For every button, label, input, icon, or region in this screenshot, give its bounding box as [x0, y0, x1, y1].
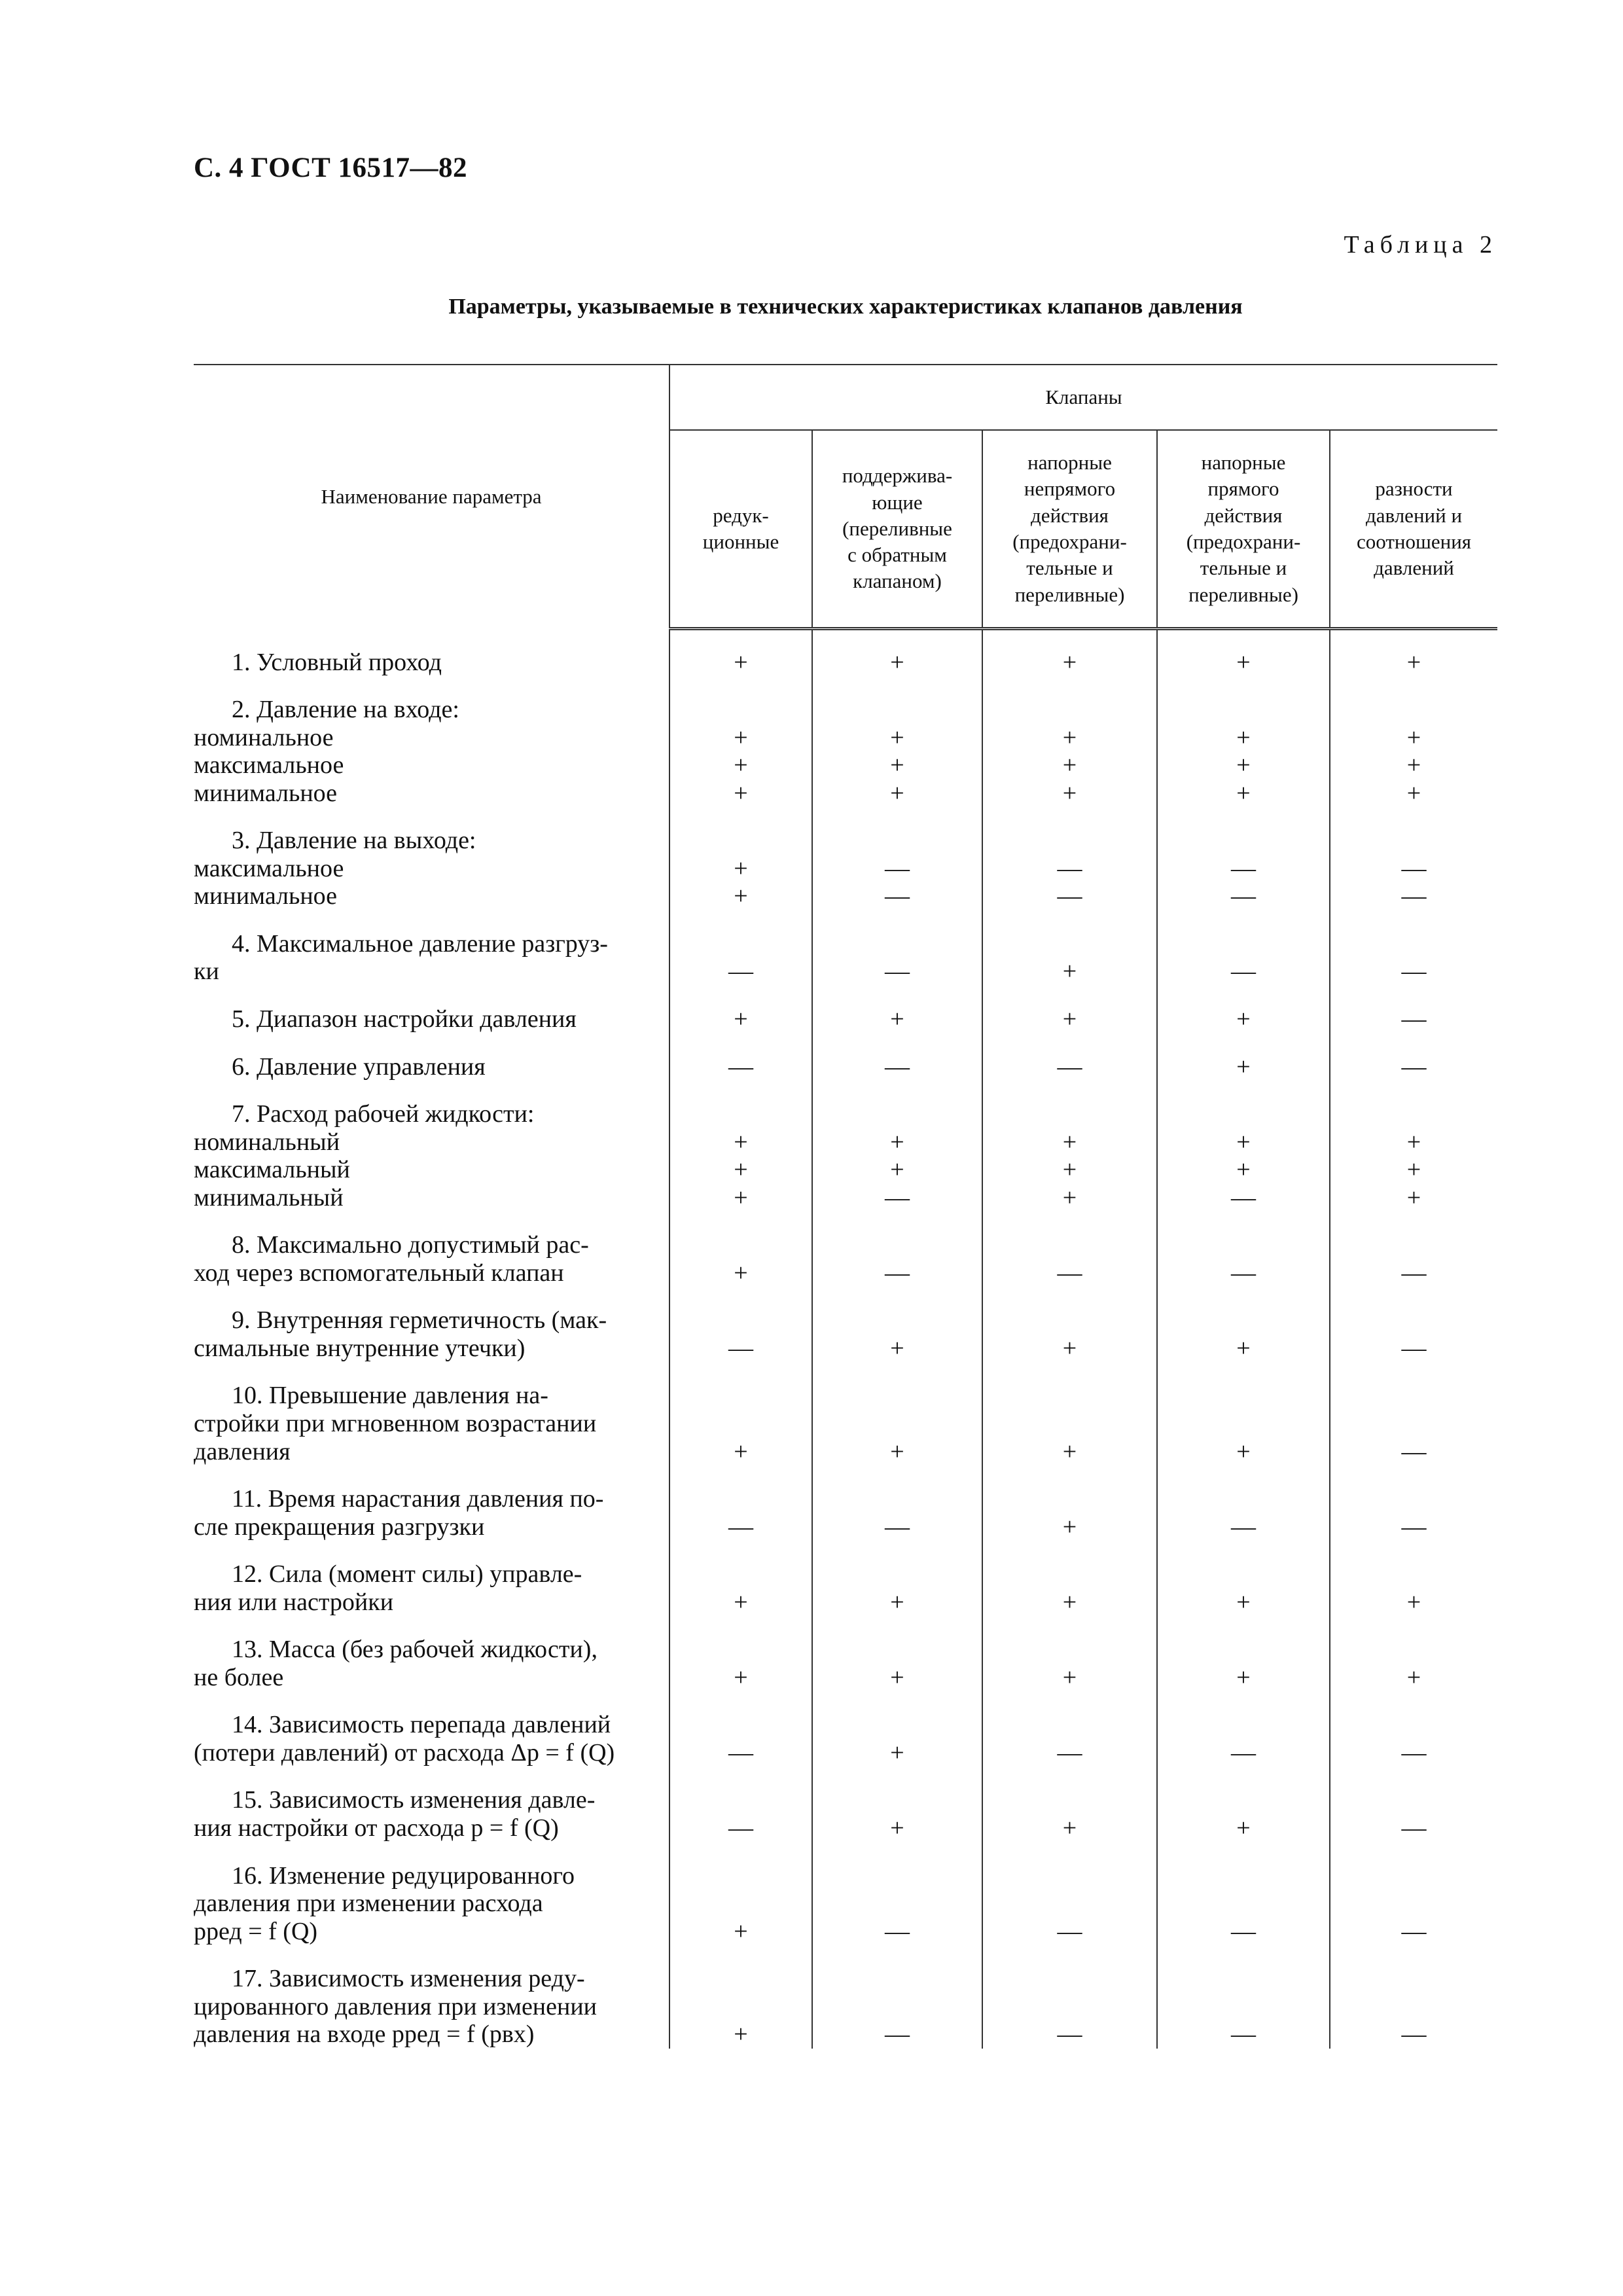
value-mark: +	[1236, 1588, 1251, 1616]
parameter-line: максимальное	[194, 751, 344, 780]
value-cell	[982, 807, 1157, 910]
value-cell	[982, 1211, 1157, 1287]
value-mark: —	[728, 958, 753, 986]
table-row	[194, 1842, 1497, 1946]
column-header-3: напорные непрямого действия (предохрани- тельные и переливные)	[982, 430, 1157, 629]
parameter-name	[194, 1081, 669, 1211]
value-mark: —	[885, 2020, 910, 2049]
parameter-line: максимальный	[194, 1156, 350, 1184]
value-mark: —	[1401, 1052, 1427, 1081]
value-mark: —	[1231, 1738, 1256, 1767]
table-row	[194, 1541, 1497, 1616]
parameter-name	[194, 1362, 669, 1465]
value-mark: —	[1231, 1513, 1256, 1541]
value-mark: +	[734, 1156, 748, 1184]
value-cell	[669, 1842, 812, 1946]
value-mark: +	[1406, 1183, 1421, 1211]
column-header-5: разности давлений и соотношения давлений	[1330, 430, 1497, 629]
value-mark: —	[885, 1183, 910, 1211]
value-mark: +	[734, 2020, 748, 2049]
value-mark: —	[728, 1513, 753, 1541]
value-mark: +	[1236, 723, 1251, 751]
value-mark: —	[1057, 2020, 1082, 2049]
value-mark: —	[1231, 1183, 1256, 1211]
value-mark: +	[734, 1183, 748, 1211]
value-cell	[1330, 1842, 1497, 1946]
parameter-name	[194, 1211, 669, 1287]
value-cell	[982, 1081, 1157, 1211]
value-mark: —	[1401, 1259, 1427, 1287]
parameter-title: 4. Максимальное давление разгруз-	[232, 929, 608, 958]
value-mark: +	[890, 1588, 904, 1616]
value-cell	[1157, 1945, 1330, 2049]
value-mark: +	[1406, 1156, 1421, 1184]
table-row	[194, 1691, 1497, 1767]
value-mark: —	[1231, 958, 1256, 986]
value-mark: +	[1236, 1814, 1251, 1842]
parameter-title: 6. Давление управления	[232, 1052, 486, 1081]
parameter-name	[194, 1616, 669, 1691]
value-cell	[669, 910, 812, 986]
value-mark: +	[890, 1437, 904, 1465]
parameter-name	[194, 807, 669, 910]
parameter-line: ния настройки от расхода p = f (Q)	[194, 1814, 559, 1842]
value-mark: +	[1406, 1663, 1421, 1691]
table-row	[194, 1362, 1497, 1465]
value-mark: —	[885, 854, 910, 882]
value-mark: +	[1062, 1513, 1077, 1541]
value-mark: +	[1406, 1588, 1421, 1616]
column-header-4: напорные прямого действия (предохрани- тельные и переливные)	[1157, 430, 1330, 629]
param-name-header: Наименование параметра	[194, 365, 669, 629]
table-row	[194, 807, 1497, 910]
parameter-name	[194, 1691, 669, 1767]
value-mark: +	[734, 1128, 748, 1156]
parameter-title: 9. Внутренняя герметичность (мак-	[232, 1306, 607, 1335]
value-cell	[669, 1767, 812, 1842]
value-cell	[1330, 1211, 1497, 1287]
value-cell	[982, 629, 1157, 677]
table-row	[194, 1616, 1497, 1691]
value-mark: +	[890, 1156, 904, 1184]
value-mark: +	[734, 854, 748, 882]
value-cell	[982, 1465, 1157, 1541]
value-mark: —	[1057, 1738, 1082, 1767]
value-cell	[669, 807, 812, 910]
value-mark: +	[890, 648, 904, 676]
value-mark: —	[885, 1513, 910, 1541]
value-mark: +	[1062, 1183, 1077, 1211]
value-cell	[982, 1287, 1157, 1362]
table-row	[194, 910, 1497, 986]
value-cell	[1330, 1691, 1497, 1767]
value-mark: +	[1062, 958, 1077, 986]
value-cell	[669, 986, 812, 1033]
value-cell	[1330, 1616, 1497, 1691]
parameter-title: 3. Давление на выходе:	[232, 827, 476, 855]
value-mark: +	[1236, 779, 1251, 807]
value-mark: +	[1236, 1128, 1251, 1156]
value-mark: —	[1231, 2020, 1256, 2049]
parameter-line: максимальное	[194, 854, 344, 882]
value-cell	[1157, 1081, 1330, 1211]
parameter-title: 5. Диапазон настройки давления	[232, 1005, 577, 1033]
value-cell	[812, 1287, 982, 1362]
table-label: Таблица 2	[1344, 231, 1497, 259]
value-cell	[669, 1465, 812, 1541]
value-cell	[1330, 676, 1497, 807]
parameter-name	[194, 1033, 669, 1081]
table-row	[194, 1767, 1497, 1842]
value-cell	[982, 1033, 1157, 1081]
value-mark: +	[1236, 1334, 1251, 1362]
table-row	[194, 1081, 1497, 1211]
value-mark: +	[1236, 1437, 1251, 1465]
value-cell	[669, 1081, 812, 1211]
value-cell	[1330, 1033, 1497, 1081]
value-cell	[812, 1691, 982, 1767]
value-mark: +	[1406, 723, 1421, 751]
table-row	[194, 676, 1497, 807]
parameter-line: давления при изменении расхода	[194, 1890, 543, 1918]
value-mark: +	[734, 1917, 748, 1945]
value-mark: +	[1062, 1814, 1077, 1842]
value-cell	[812, 1767, 982, 1842]
value-mark: +	[890, 1128, 904, 1156]
parameter-title: 2. Давление на входе:	[232, 696, 459, 724]
value-mark: +	[1062, 1156, 1077, 1184]
value-mark: —	[885, 1052, 910, 1081]
value-mark: —	[728, 1334, 753, 1362]
value-mark: +	[1406, 779, 1421, 807]
value-cell	[982, 1541, 1157, 1616]
parameter-line: номинальный	[194, 1128, 340, 1156]
value-mark: +	[1062, 1663, 1077, 1691]
value-cell	[1330, 986, 1497, 1033]
value-cell	[812, 1541, 982, 1616]
value-mark: +	[1406, 1128, 1421, 1156]
value-mark: +	[1062, 1334, 1077, 1362]
value-cell	[812, 1211, 982, 1287]
value-cell	[1157, 1541, 1330, 1616]
value-mark: +	[1062, 779, 1077, 807]
value-mark: —	[1401, 1334, 1427, 1362]
value-cell	[1157, 1842, 1330, 1946]
value-cell	[669, 676, 812, 807]
parameter-line: цированного давления при изменении	[194, 1992, 597, 2020]
value-mark: —	[1057, 882, 1082, 910]
value-mark: —	[1401, 1917, 1427, 1945]
value-mark: —	[728, 1814, 753, 1842]
value-cell	[982, 1616, 1157, 1691]
table-row	[194, 1033, 1497, 1081]
value-cell	[1330, 1767, 1497, 1842]
parameter-line: ход через вспомогательный клапан	[194, 1259, 564, 1287]
column-header-1: редук- ционные	[669, 430, 812, 629]
value-cell	[812, 807, 982, 910]
parameter-name	[194, 1945, 669, 2049]
value-mark: —	[1401, 1437, 1427, 1465]
value-mark: —	[1231, 1259, 1256, 1287]
parameter-line: минимальное	[194, 779, 338, 807]
value-cell	[812, 1945, 982, 2049]
value-cell	[812, 1081, 982, 1211]
value-cell	[1330, 1287, 1497, 1362]
value-mark: +	[1236, 751, 1251, 780]
value-mark: —	[1401, 1005, 1427, 1033]
value-mark: +	[1236, 1052, 1251, 1081]
value-cell	[812, 1033, 982, 1081]
value-cell	[812, 1465, 982, 1541]
parameter-line: ния или настройки	[194, 1588, 394, 1616]
value-mark: —	[1231, 1917, 1256, 1945]
value-cell	[1157, 807, 1330, 910]
value-mark: —	[1231, 854, 1256, 882]
value-mark: +	[1406, 751, 1421, 780]
value-cell	[669, 1945, 812, 2049]
value-mark: +	[1062, 648, 1077, 676]
value-cell	[669, 1362, 812, 1465]
parameter-line: pред = f (Q)	[194, 1917, 318, 1945]
value-mark: —	[885, 882, 910, 910]
table-row	[194, 1287, 1497, 1362]
value-mark: +	[1236, 648, 1251, 676]
value-mark: —	[1401, 958, 1427, 986]
value-cell	[1330, 807, 1497, 910]
value-mark: +	[890, 723, 904, 751]
value-cell	[1157, 629, 1330, 677]
value-cell	[812, 986, 982, 1033]
value-mark: +	[1236, 1156, 1251, 1184]
value-mark: +	[734, 1005, 748, 1033]
parameter-name	[194, 676, 669, 807]
value-mark: +	[1062, 723, 1077, 751]
value-cell	[982, 986, 1157, 1033]
value-cell	[1157, 676, 1330, 807]
value-mark: +	[1062, 1005, 1077, 1033]
value-cell	[1157, 1033, 1330, 1081]
value-cell	[669, 1033, 812, 1081]
value-cell	[1330, 1541, 1497, 1616]
parameter-name	[194, 910, 669, 986]
parameter-title: 7. Расход рабочей жидкости:	[232, 1100, 535, 1128]
value-mark: +	[1236, 1005, 1251, 1033]
value-mark: —	[1057, 854, 1082, 882]
value-cell	[669, 1541, 812, 1616]
value-cell	[1157, 1287, 1330, 1362]
parameter-line: симальные внутренние утечки)	[194, 1334, 526, 1362]
value-mark: +	[890, 1005, 904, 1033]
parameter-line: ки	[194, 958, 219, 986]
value-cell	[812, 1842, 982, 1946]
value-cell	[982, 676, 1157, 807]
parameter-line: не более	[194, 1663, 284, 1691]
parameter-title: 13. Масса (без рабочей жидкости),	[232, 1636, 597, 1664]
value-mark: +	[734, 1437, 748, 1465]
value-mark: —	[1401, 854, 1427, 882]
table-title: Параметры, указываемые в технических характеристиках клапанов давления	[448, 295, 1243, 319]
parameter-line: минимальное	[194, 882, 338, 910]
value-cell	[982, 1945, 1157, 2049]
parameter-line: минимальный	[194, 1183, 344, 1211]
value-mark: —	[885, 1917, 910, 1945]
parameter-line: (потери давлений) от расхода Δp = f (Q)	[194, 1738, 615, 1767]
value-cell	[1330, 1081, 1497, 1211]
value-mark: +	[734, 648, 748, 676]
value-cell	[812, 1616, 982, 1691]
value-mark: +	[1236, 1663, 1251, 1691]
value-mark: —	[1057, 1052, 1082, 1081]
value-mark: +	[890, 779, 904, 807]
table-row	[194, 1465, 1497, 1541]
page-header: С. 4 ГОСТ 16517—82	[194, 152, 468, 183]
value-cell	[812, 1362, 982, 1465]
value-mark: +	[734, 882, 748, 910]
value-cell	[1157, 1211, 1330, 1287]
value-cell	[982, 910, 1157, 986]
value-mark: —	[1401, 1738, 1427, 1767]
value-cell	[982, 1842, 1157, 1946]
parameter-name	[194, 986, 669, 1033]
value-mark: —	[1401, 882, 1427, 910]
parameter-title: 15. Зависимость изменения давле-	[232, 1786, 596, 1814]
value-cell	[1157, 1616, 1330, 1691]
parameter-title: 14. Зависимость перепада давлений	[232, 1711, 611, 1739]
value-cell	[1157, 986, 1330, 1033]
value-mark: —	[1401, 1814, 1427, 1842]
value-mark: —	[885, 1259, 910, 1287]
value-cell	[982, 1691, 1157, 1767]
value-cell	[1330, 1945, 1497, 2049]
value-cell	[1330, 629, 1497, 677]
parameter-line: номинальное	[194, 723, 334, 751]
value-mark: +	[890, 1663, 904, 1691]
value-cell	[1157, 1767, 1330, 1842]
value-mark: +	[1062, 751, 1077, 780]
parameter-line: стройки при мгновенном возрастании	[194, 1409, 597, 1437]
value-cell	[669, 1616, 812, 1691]
parameter-line: давления на входе pред = f (pвх)	[194, 2020, 535, 2049]
value-mark: —	[1057, 1917, 1082, 1945]
value-mark: —	[1401, 2020, 1427, 2049]
value-mark: +	[890, 1334, 904, 1362]
valves-group-header: Клапаны	[669, 365, 1497, 430]
value-mark: —	[728, 1738, 753, 1767]
parameter-name	[194, 1541, 669, 1616]
value-cell	[982, 1767, 1157, 1842]
parameter-title: 10. Превышение давления на-	[232, 1382, 548, 1410]
value-cell	[669, 1691, 812, 1767]
value-mark: —	[1401, 1513, 1427, 1541]
value-mark: +	[734, 1663, 748, 1691]
value-mark: +	[1062, 1128, 1077, 1156]
value-mark: +	[890, 751, 904, 780]
value-cell	[812, 676, 982, 807]
value-cell	[1157, 1691, 1330, 1767]
value-mark: +	[890, 1738, 904, 1767]
value-cell	[1157, 1465, 1330, 1541]
value-mark: +	[734, 751, 748, 780]
parameter-title: 12. Сила (момент силы) управле-	[232, 1560, 582, 1588]
value-mark: —	[885, 958, 910, 986]
value-cell	[669, 1211, 812, 1287]
column-header-2: поддержива- ющие (переливные с обратным клапаном)	[812, 430, 982, 629]
parameter-title: 17. Зависимость изменения реду-	[232, 1965, 585, 1993]
table-row	[194, 1945, 1497, 2049]
parameters-table	[194, 364, 1497, 2049]
parameter-line: сле прекращения разгрузки	[194, 1513, 485, 1541]
value-mark: +	[734, 1259, 748, 1287]
parameter-title: 16. Изменение редуцированного	[232, 1861, 575, 1890]
value-mark: +	[734, 1588, 748, 1616]
value-cell	[1157, 910, 1330, 986]
value-mark: +	[1062, 1588, 1077, 1616]
value-cell	[1157, 1362, 1330, 1465]
value-mark: +	[890, 1814, 904, 1842]
value-cell	[669, 629, 812, 677]
value-cell	[812, 910, 982, 986]
parameter-name	[194, 1287, 669, 1362]
parameter-line: давления	[194, 1437, 291, 1465]
value-mark: —	[1057, 1259, 1082, 1287]
table-row	[194, 1211, 1497, 1287]
value-mark: +	[734, 723, 748, 751]
parameter-title: 8. Максимально допустимый рас-	[232, 1231, 589, 1259]
value-cell	[1330, 910, 1497, 986]
value-mark: —	[728, 1052, 753, 1081]
value-cell	[1330, 1362, 1497, 1465]
value-cell	[669, 1287, 812, 1362]
parameter-name	[194, 1842, 669, 1946]
parameter-title: 11. Время нарастания давления по-	[232, 1485, 604, 1513]
table-row	[194, 986, 1497, 1033]
value-mark: +	[1406, 648, 1421, 676]
parameter-name	[194, 1767, 669, 1842]
value-cell	[812, 629, 982, 677]
value-mark: +	[1062, 1437, 1077, 1465]
table-row	[194, 629, 1497, 677]
parameter-name	[194, 629, 669, 677]
value-cell	[1330, 1465, 1497, 1541]
value-cell	[982, 1362, 1157, 1465]
parameter-name	[194, 1465, 669, 1541]
parameter-title: 1. Условный проход	[232, 648, 442, 676]
value-mark: +	[734, 779, 748, 807]
value-mark: —	[1231, 882, 1256, 910]
